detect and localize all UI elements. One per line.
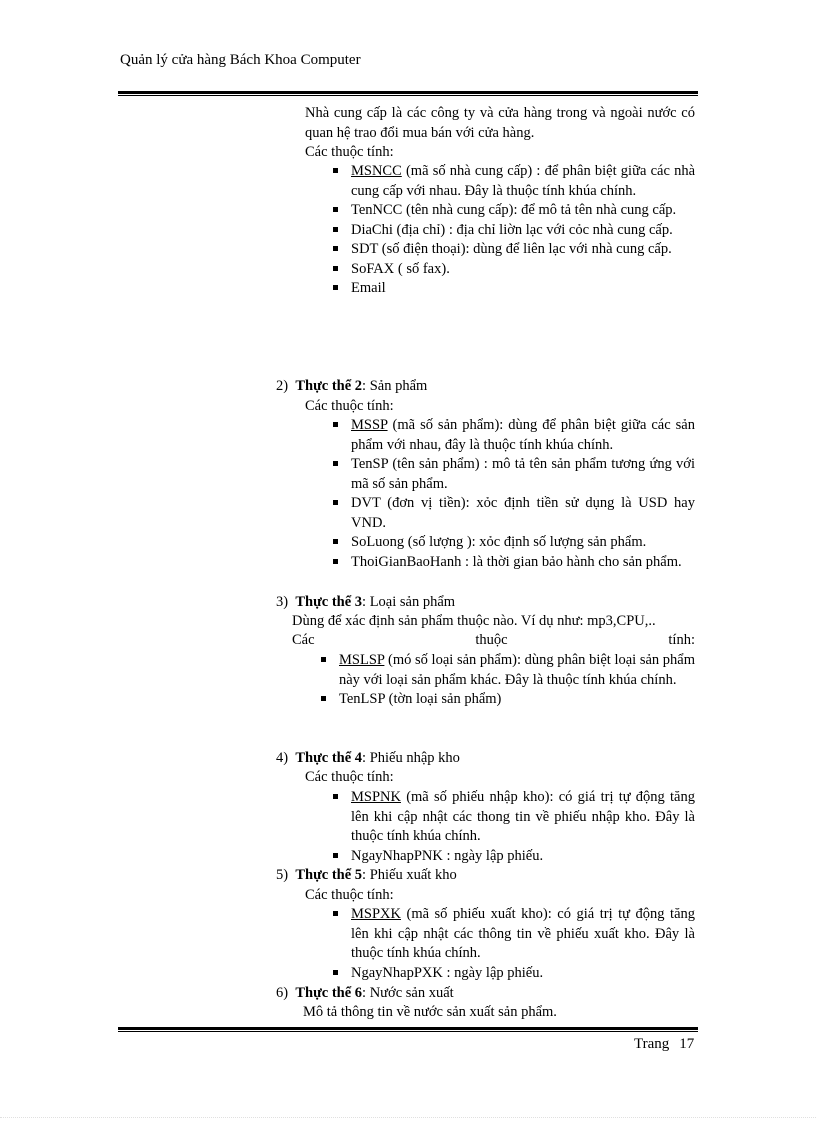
list-item: [329, 279, 695, 299]
page-bottom-edge: [0, 1117, 816, 1118]
page-label: Trang: [634, 1036, 670, 1052]
entity-title: : Phiếu xuất kho: [362, 867, 457, 883]
attribute-text: : ngày lập phiếu.: [442, 847, 544, 864]
list-item: [329, 494, 695, 533]
entity-number: 4): [276, 750, 289, 766]
list-item: [317, 690, 695, 710]
attribute-key: NgayNhapPNK: [351, 847, 443, 864]
list-item: [329, 260, 695, 280]
list-item: [329, 553, 695, 573]
list-item: [329, 162, 695, 201]
list-item: [329, 847, 695, 867]
attribute-text: : ngày lập phiếu.: [442, 964, 544, 981]
attribute-key: TenSP: [351, 456, 389, 472]
attribute-key: SDT: [351, 241, 379, 257]
attribute-text: (tên sản phẩm) : mô tả tên sản phẩm tương ứng với mã số sản phẩm.: [351, 456, 695, 492]
header-divider: [118, 91, 698, 94]
entity-4-attribute-list: [329, 788, 695, 866]
entity-label: Thực thể 3: [295, 594, 363, 610]
entity-title: : Sản phẩm: [362, 378, 428, 394]
attribute-text: (địa chỉ) : địa chỉ liờn lạc với cỏc nhà cung cấp.: [392, 221, 673, 238]
entity-3-description: Dùng để xác định sản phẩm thuộc nào. Ví dụ như: mp3,CPU,..: [292, 613, 656, 629]
entity-number: 2): [276, 378, 289, 394]
list-item: [329, 964, 695, 984]
bullet-icon: [333, 266, 338, 271]
attribute-text: (số điện thoại): dùng để liên lạc với nhà cung cấp.: [378, 241, 672, 257]
bullet-icon: [333, 461, 338, 466]
entity-5-heading: [276, 866, 457, 886]
bullet-icon: [333, 168, 338, 173]
attribute-key: MSLSP: [339, 652, 385, 668]
entity-3-heading: [276, 593, 455, 613]
list-item: [329, 416, 695, 455]
attribute-text: (mã số sản phẩm): dùng để phân biệt giữa các sản phẩm với nhau, đây là thuộc tính khúa chính.: [351, 417, 695, 453]
list-item: [329, 533, 695, 553]
entity-title: : Nước sản xuất: [362, 985, 454, 1001]
bullet-icon: [333, 285, 338, 290]
entity-2-attrs-label: Các thuộc tính:: [305, 398, 394, 414]
bullet-icon: [333, 559, 338, 564]
list-item: [329, 905, 695, 964]
list-item: [329, 221, 695, 241]
page-footer: [634, 1036, 694, 1053]
attribute-key: DiaChi: [351, 221, 393, 238]
attrs-word: tính:: [668, 632, 695, 648]
entity-3-attrs-label: [292, 631, 695, 651]
bullet-icon: [333, 911, 338, 916]
attribute-text: (tên nhà cung cấp): để mô tả tên nhà cung cấp.: [402, 202, 677, 218]
footer-divider: [118, 1027, 698, 1030]
list-item: [329, 240, 695, 260]
page-number: 17: [679, 1036, 695, 1052]
bullet-icon: [333, 853, 338, 858]
attrs-word: Các: [292, 632, 315, 648]
attribute-key: ThoiGianBaoHanh: [351, 553, 462, 570]
attribute-text: : là thời gian bảo hành cho sản phẩm.: [461, 553, 682, 570]
bullet-icon: [321, 696, 326, 701]
bullet-icon: [333, 207, 338, 212]
entity-4-attrs-label: Các thuộc tính:: [305, 769, 394, 785]
entity-label: Thực thể 5: [295, 867, 363, 883]
bullet-icon: [333, 500, 338, 505]
attribute-key: DVT: [351, 495, 381, 511]
attribute-text: (tờn loại sản phẩm): [384, 691, 502, 707]
attribute-key: SoFAX: [351, 260, 395, 277]
bullet-icon: [333, 227, 338, 232]
entity-number: 5): [276, 867, 289, 883]
entity-3-attribute-list: [317, 651, 695, 710]
bullet-icon: [333, 539, 338, 544]
entity-label: Thực thể 4: [295, 750, 363, 766]
attribute-key: MSPNK: [351, 789, 401, 805]
attribute-key: TenNCC: [351, 202, 403, 218]
attribute-text: (mã số phiếu xuất kho): có giá trị tự động tăng lên khi cập nhật các thông tin về phiếu xuất kho. Đây là thuộc tính khúa chính.: [351, 906, 695, 961]
attribute-text: (đơn vị tiền): xỏc định tiền sử dụng là USD hay VND.: [351, 495, 695, 531]
entity-number: 3): [276, 594, 289, 610]
supplier-description: Nhà cung cấp là các công ty và cửa hàng trong và ngoài nước có quan hệ trao đổi mua bán với cửa hàng.: [305, 105, 695, 141]
attribute-text: (mã số phiếu nhập kho): có giá trị tự động tăng lên khi cập nhật các thong tin về phiếu nhập kho. Đây là thuộc tính khúa chính.: [351, 789, 695, 844]
attrs-word: thuộc: [475, 632, 508, 648]
bullet-icon: [321, 657, 326, 662]
list-item: [329, 201, 695, 221]
list-item: [317, 651, 695, 690]
attribute-key: SoLuong: [351, 534, 405, 550]
bullet-icon: [333, 794, 338, 799]
attribute-key: NgayNhapPXK: [351, 964, 443, 981]
entity-number: 6): [276, 985, 289, 1001]
attribute-key: MSSP: [351, 417, 388, 433]
bullet-icon: [333, 246, 338, 251]
page-header: Quản lý cửa hàng Bách Khoa Computer: [120, 52, 361, 68]
attribute-key: TenLSP: [339, 691, 385, 707]
entity-2-attribute-list: [329, 416, 695, 572]
attribute-key: MSPXK: [351, 906, 401, 922]
entity-6-description: Mô tả thông tin về nước sản xuất sản phẩm.: [303, 1004, 557, 1020]
supplier-attrs-label: Các thuộc tính:: [305, 144, 394, 160]
bullet-icon: [333, 970, 338, 975]
list-item: [329, 455, 695, 494]
entity-2-heading: [276, 377, 427, 397]
entity-title: : Loại sản phẩm: [362, 594, 456, 610]
entity-5-attrs-label: Các thuộc tính:: [305, 887, 394, 903]
entity-5-attribute-list: [329, 905, 695, 983]
attribute-text: (mã số nhà cung cấp) : để phân biệt giữa các nhà cung cấp với nhau. Đây là thuộc tính khúa chính.: [351, 163, 695, 199]
attribute-text: (số lượng ): xỏc định số lượng sản phẩm.: [404, 534, 647, 550]
entity-4-heading: [276, 749, 460, 769]
entity-label: Thực thể 6: [295, 985, 363, 1001]
bullet-icon: [333, 422, 338, 427]
attribute-key: MSNCC: [351, 163, 402, 179]
entity-title: : Phiếu nhập kho: [362, 750, 460, 766]
attribute-text: ( số fax).: [394, 260, 450, 277]
attribute-text: (mó số loại sản phẩm): dùng phân biệt loại sản phẩm này với loại sản phẩm khác. Đây là thuộc tính khúa chính.: [339, 652, 695, 688]
entity-label: Thực thể 2: [295, 378, 363, 394]
supplier-attribute-list: [329, 162, 695, 299]
entity-6-heading: [276, 984, 454, 1004]
attribute-key: Email: [351, 280, 386, 296]
list-item: [329, 788, 695, 847]
